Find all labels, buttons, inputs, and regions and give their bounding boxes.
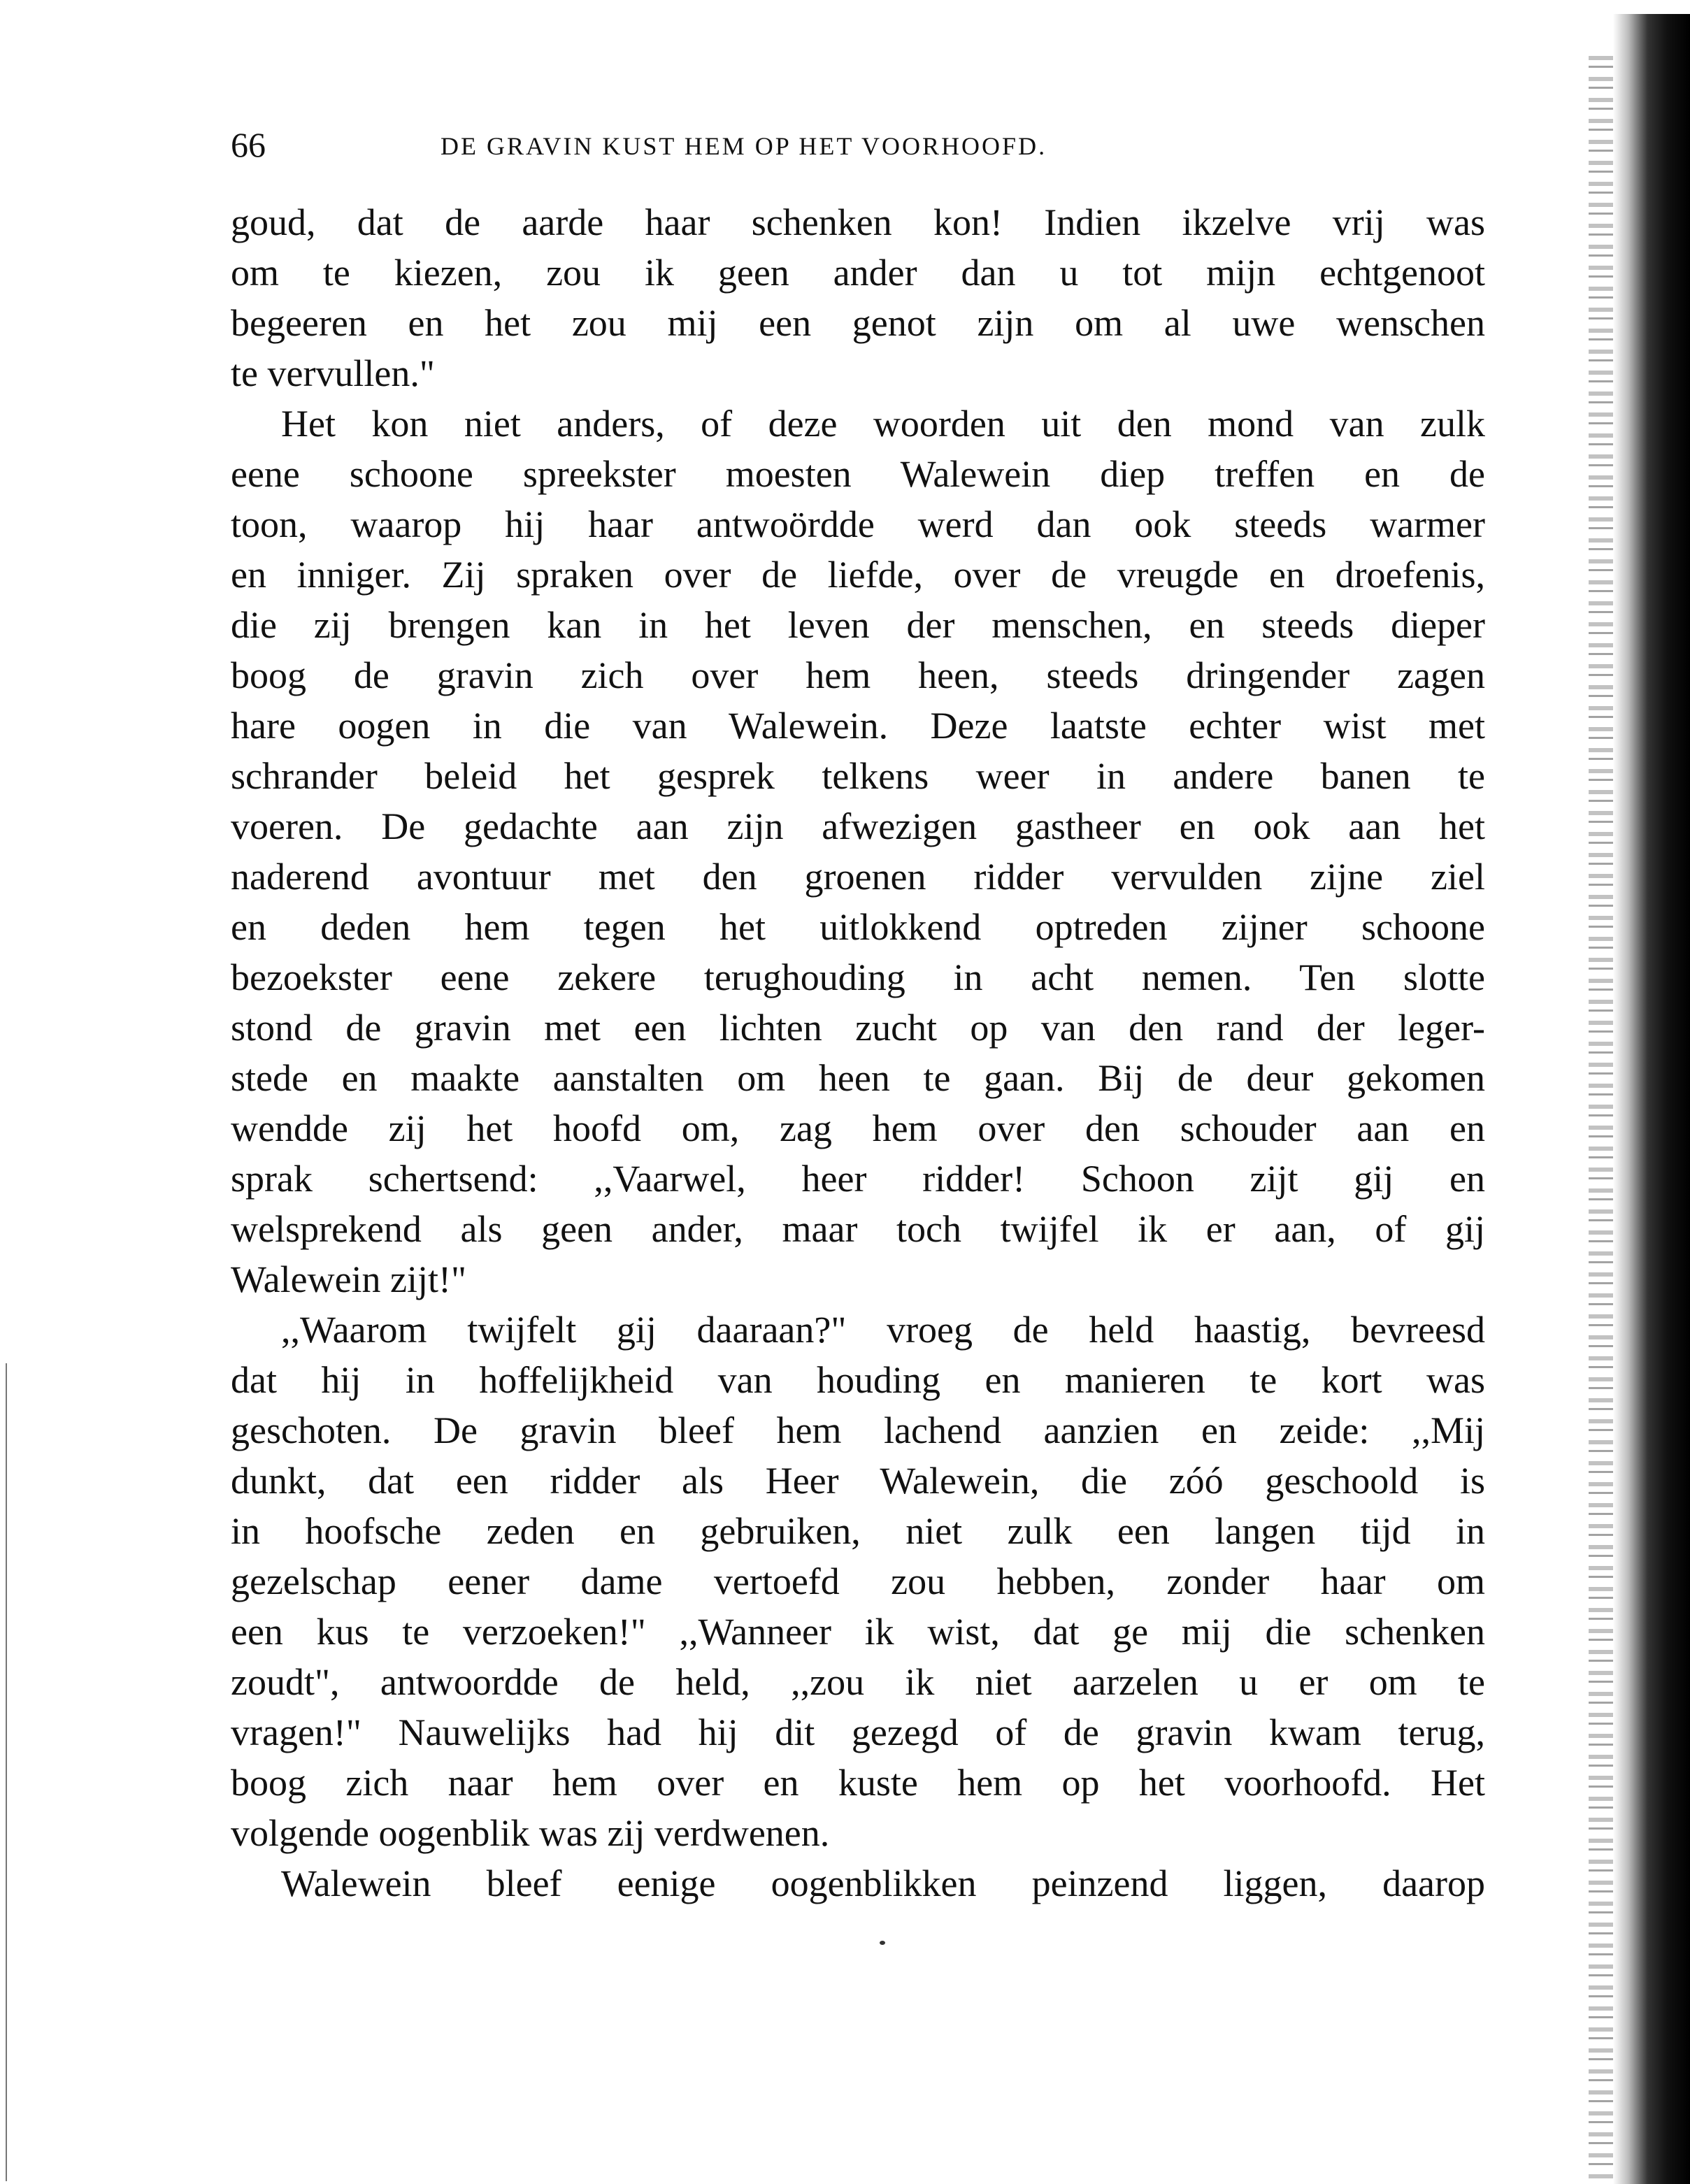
page-number: 66 xyxy=(231,125,266,164)
text-line: toon, waarop hij haar antwoördde werd dan ook steeds warmer xyxy=(231,503,1485,545)
scan-speck xyxy=(880,1941,885,1945)
text-line: zoudt", antwoordde de held, ,,zou ik niet aarzelen u er om te xyxy=(231,1661,1485,1703)
text-line: ,,Waarom twijfelt gij daaraan?" vroeg de held haastig, bevreesd xyxy=(281,1309,1485,1351)
text-line: welsprekend als geen ander, maar toch twijfel ik er aan, of gij xyxy=(231,1208,1485,1250)
scan-left-edge xyxy=(6,1363,7,2181)
text-line: stede en maakte aanstalten om heen te gaan. Bij de deur gekomen xyxy=(231,1057,1485,1099)
text-line: sprak schertsend: ,,Vaarwel, heer ridder! Schoon zijt gij en xyxy=(231,1158,1485,1200)
text-line: gezelschap eener dame vertoefd zou hebben, zonder haar om xyxy=(231,1560,1485,1602)
text-line: eene schoone spreekster moesten Walewein diep treffen en de xyxy=(231,453,1485,495)
running-title: DE GRAVIN KUST HEM OP HET VOORHOOFD. xyxy=(441,132,1047,160)
running-header xyxy=(231,124,1489,173)
text-line: boog zich naar hem over en kuste hem op het voorhoofd. Het xyxy=(231,1762,1485,1804)
text-line: vragen!" Nauwelijks had hij dit gezegd of de gravin kwam terug, xyxy=(231,1711,1485,1753)
text-line: volgende oogenblik was zij verdwenen. xyxy=(231,1812,830,1854)
text-line: begeeren en het zou mij een genot zijn om al uwe wenschen xyxy=(231,302,1485,344)
text-line: boog de gravin zich over hem heen, steeds dringender zagen xyxy=(231,654,1485,696)
text-line: Het kon niet anders, of deze woorden uit den mond van zulk xyxy=(281,403,1485,445)
text-line: wendde zij het hoofd om, zag hem over den schouder aan en xyxy=(231,1107,1485,1149)
text-line: dunkt, dat een ridder als Heer Walewein, die zóó geschoold is xyxy=(231,1460,1485,1502)
text-line: in hoofsche zeden en gebruiken, niet zulk een langen tijd in xyxy=(231,1510,1485,1552)
text-line: voeren. De gedachte aan zijn afwezigen gastheer en ook aan het xyxy=(231,805,1485,847)
scan-page-edge-texture xyxy=(1589,56,1617,2181)
text-line: Walewein bleef eenige oogenblikken peinzend liggen, daarop xyxy=(281,1862,1485,1904)
body-text xyxy=(231,197,1485,1909)
scan-binding-shadow xyxy=(1613,14,1690,2184)
text-line: hare oogen in die van Walewein. Deze laatste echter wist met xyxy=(231,705,1485,747)
text-line: dat hij in hoffelijkheid van houding en manieren te kort was xyxy=(231,1359,1485,1401)
text-line: stond de gravin met een lichten zucht op van den rand der leger- xyxy=(231,1007,1485,1049)
text-line: bezoekster eene zekere terughouding in acht nemen. Ten slotte xyxy=(231,956,1485,998)
text-line: naderend avontuur met den groenen ridder vervulden zijne ziel xyxy=(231,856,1485,898)
text-line: goud, dat de aarde haar schenken kon! Indien ikzelve vrij was xyxy=(231,201,1485,243)
text-line: en inniger. Zij spraken over de liefde, over de vreugde en droefenis, xyxy=(231,554,1485,596)
text-line: die zij brengen kan in het leven der menschen, en steeds dieper xyxy=(231,604,1485,646)
text-line: Walewein zijt!" xyxy=(231,1258,467,1300)
text-line: een kus te verzoeken!" ,,Wanneer ik wist, dat ge mij die schenken xyxy=(231,1611,1485,1653)
text-line: te vervullen." xyxy=(231,352,435,394)
text-line: om te kiezen, zou ik geen ander dan u tot mijn echtgenoot xyxy=(231,252,1485,294)
text-line: schrander beleid het gesprek telkens weer in andere banen te xyxy=(231,755,1485,797)
text-line: geschoten. De gravin bleef hem lachend aanzien en zeide: ,,Mij xyxy=(231,1409,1485,1451)
text-line: en deden hem tegen het uitlokkend optreden zijner schoone xyxy=(231,906,1485,948)
